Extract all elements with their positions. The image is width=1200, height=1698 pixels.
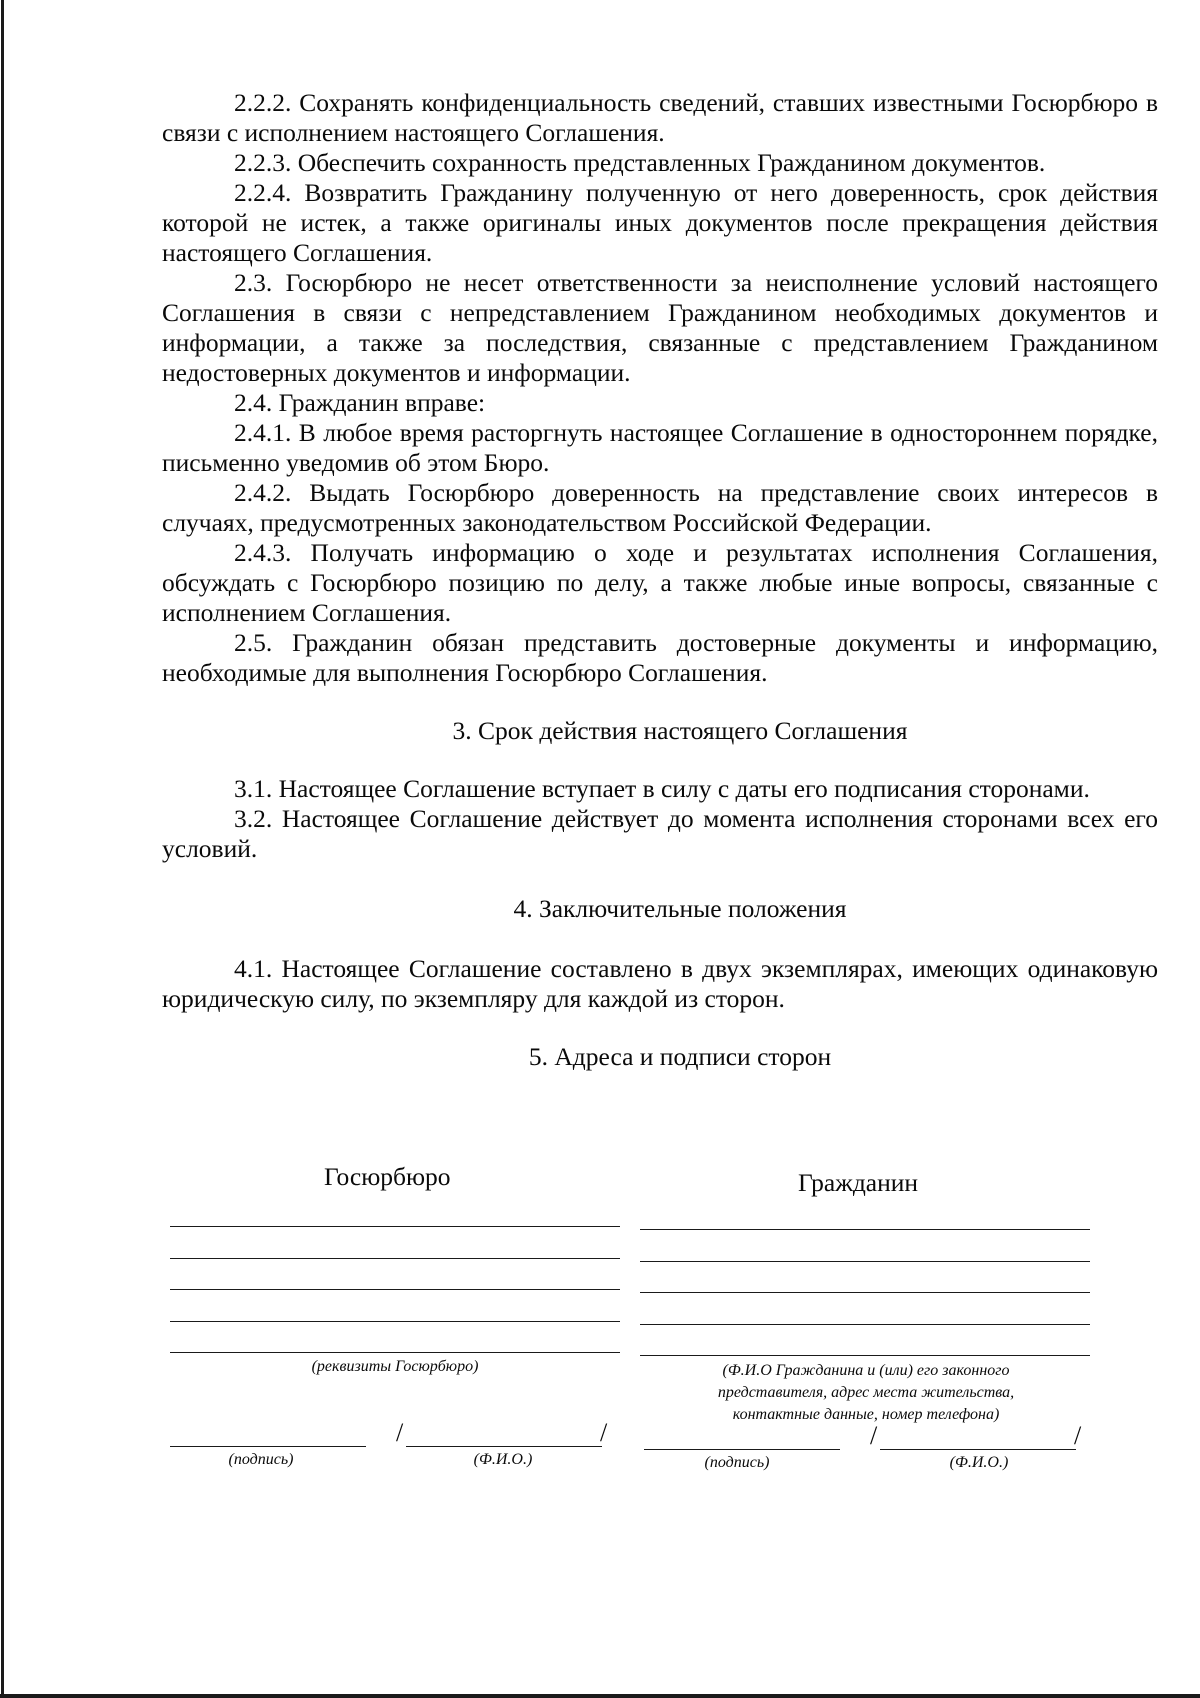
left-name-caption: (Ф.И.О.) <box>473 1451 533 1468</box>
clause-2-2-4: 2.2.4. Возвратить Гражданину полученную от него доверенность, срок действия которой не истек, а также оригиналы иных документов после прекращения действия настоящего Соглашения. <box>162 178 1158 267</box>
right-name-caption: (Ф.И.О.) <box>949 1454 1009 1471</box>
clause-2-2-3: 2.2.3. Обеспечить сохранность представленных Гражданином документов. <box>234 148 1046 177</box>
scan-bottom-edge <box>0 1694 1200 1698</box>
clause-3-2: 3.2. Настоящее Соглашение действует до момента исполнения сторонами всех его условий. <box>162 804 1158 863</box>
right-details-line <box>640 1292 1090 1293</box>
right-details-line <box>640 1229 1090 1230</box>
left-details-line <box>170 1321 620 1322</box>
left-slash-close: / <box>600 1418 608 1447</box>
clause-2-3: 2.3. Госюрбюро не несет ответственности за неисполнение условий настоящего Соглашения в связи с непредставлением Гражданином необходимых документов и информации, а также за последствия, связанные с представлением Гражданином недостоверных документов и информации. <box>162 268 1158 387</box>
clause-4-1: 4.1. Настоящее Соглашение составлено в двух экземплярах, имеющих одинаковую юридическую силу, по экземпляру для каждой из сторон. <box>162 954 1158 1013</box>
left-signature-line <box>170 1446 366 1447</box>
right-name-line <box>880 1449 1076 1450</box>
section-5-heading: 5. Адреса и подписи сторон <box>528 1042 832 1071</box>
clause-2-5: 2.5. Гражданин обязан представить достоверные документы и информацию, необходимые для выполнения Госюрбюро Соглашения. <box>162 628 1158 687</box>
left-details-line <box>170 1289 620 1290</box>
party-name-citizen: Гражданин <box>798 1168 919 1197</box>
left-slash-open: / <box>396 1418 404 1447</box>
clause-2-4: 2.4. Гражданин вправе: <box>234 388 486 417</box>
clause-3-1: 3.1. Настоящее Соглашение вступает в силу с даты его подписания сторонами. <box>234 774 1090 803</box>
left-details-line <box>170 1258 620 1259</box>
right-signature-caption: (подпись) <box>704 1454 770 1471</box>
right-slash-open: / <box>870 1421 878 1450</box>
clause-2-2-2: 2.2.2. Сохранять конфиденциальность сведений, ставших известными Госюрбюро в связи с исполнением настоящего Соглашения. <box>162 88 1158 147</box>
right-signature-line <box>644 1449 840 1450</box>
right-details-caption: (Ф.И.О Гражданина и (или) его законного представителя, адрес места жительства, контактные данные, номер телефона) <box>717 1362 1015 1423</box>
left-signature-caption: (подпись) <box>228 1451 294 1468</box>
right-details-line <box>640 1355 1090 1356</box>
clause-2-4-1: 2.4.1. В любое время расторгнуть настоящее Соглашение в одностороннем порядке, письменно уведомив об этом Бюро. <box>162 418 1158 477</box>
right-details-line <box>640 1324 1090 1325</box>
right-details-line <box>640 1261 1090 1262</box>
party-name-gosyurburo: Госюрбюро <box>324 1162 451 1191</box>
document-body <box>162 88 1158 1100</box>
scan-left-edge <box>1 0 4 1698</box>
left-details-line <box>170 1352 620 1353</box>
signature-block <box>166 1162 1096 1482</box>
section-4-heading: 4. Заключительные положения <box>513 894 847 923</box>
section-3-heading: 3. Срок действия настоящего Соглашения <box>452 716 908 745</box>
left-name-line <box>406 1446 602 1447</box>
clause-2-4-3: 2.4.3. Получать информацию о ходе и результатах исполнения Соглашения, обсуждать с Госюрбюро позицию по делу, а также любые иные вопросы, связанные с исполнением Соглашения. <box>162 538 1158 627</box>
left-details-line <box>170 1226 620 1227</box>
right-slash-close: / <box>1074 1421 1082 1450</box>
left-details-caption: (реквизиты Госюрбюро) <box>311 1358 479 1375</box>
clause-2-4-2: 2.4.2. Выдать Госюрбюро доверенность на представление своих интересов в случаях, предусмотренных законодательством Российской Федерации. <box>162 478 1158 537</box>
